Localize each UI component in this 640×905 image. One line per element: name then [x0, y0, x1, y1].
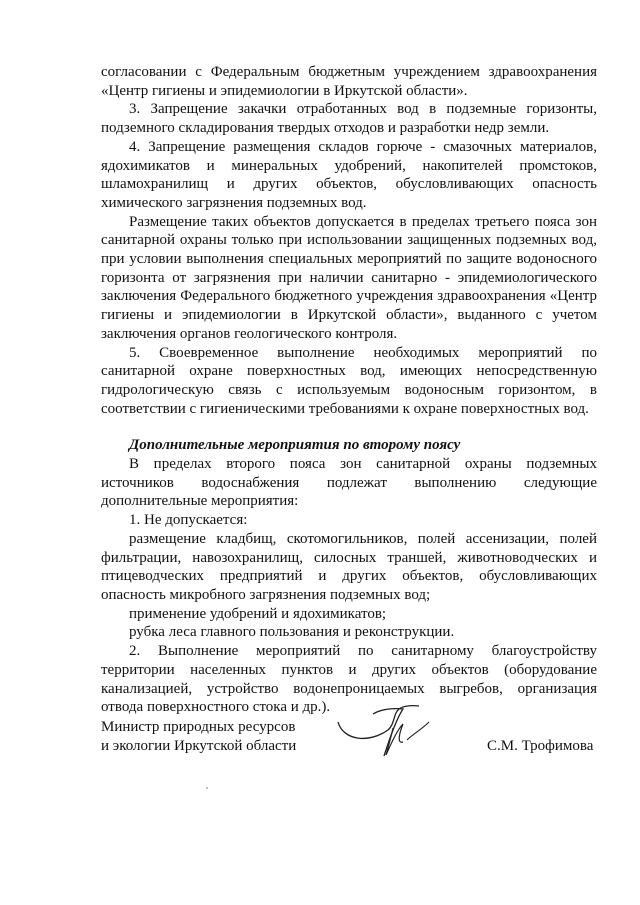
section-intro: В пределах второго пояса зон санитарной охраны подземных источников водоснабжения подлежат выполнению следующие дополнительные мероприятия:: [101, 456, 597, 510]
signer-name: С.М. Трофимова: [487, 738, 594, 754]
paragraph-item-5: 5. Своевременное выполнение необходимых мероприятий по санитарной охране поверхностных вод, имеющих непосредственную гидрологическую связь с используемым водоносным горизонтом, в соответствии с гигиеническими требованиями к охране поверхностных вод.: [101, 344, 597, 417]
section-bullet-1: размещение кладбищ, скотомогильников, полей ассенизации, полей фильтрации, навозохранилищ, силосных траншей, животноводческих и птицеводческих предприятий и других объектов, обусловливающих опасность микробного загрязнения подземных вод;: [101, 530, 597, 603]
paragraph-continuation: согласовании с Федеральным бюджетным учреждением здравоохранения «Центр гигиены и эпидемиологии в Иркутской области».: [101, 64, 597, 99]
section-item-2: 2. Выполнение мероприятий по санитарному благоустройству территории населенных пунктов и других объектов (оборудование канализацией, устройство водонепроницаемых выгребов, организация отвода поверхностного стока и др.).: [101, 643, 597, 716]
section-bullet-3: рубка леса главного пользования и реконструкции.: [129, 624, 455, 641]
paragraph-placement-conditions: Размещение таких объектов допускается в пределах третьего пояса зон санитарной охраны только при использовании защищенных подземных вод, при условии выполнения специальных мероприятий по защите водоносного горизонта от загрязнения при наличии санитарно - эпидемиологического заключения Федерального бюджетного учреждения здравоохранения «Центр гигиены и эпидемиологии в Иркутской области», выданного с учетом заключения органов геологического контроля.: [101, 213, 597, 342]
paragraph-item-4: 4. Запрещение размещения складов горюче - смазочных материалов, ядохимикатов и минеральных удобрений, накопителей промстоков, шламохранилищ и других объектов, обусловливающих опасность химического загрязнения подземных вод.: [101, 138, 597, 211]
section-heading: Дополнительные мероприятия по второму поясу: [129, 437, 461, 454]
section-item-1: 1. Не допускается:: [129, 512, 248, 529]
signer-title-line-1: Министр природных ресурсов: [101, 719, 296, 735]
paragraph-item-3: 3. Запрещение закачки отработанных вод в подземные горизонты, подземного складирования твердых отходов и разработки недр земли.: [101, 101, 597, 137]
section-bullet-2: применение удобрений и ядохимикатов;: [129, 605, 387, 622]
signer-title-line-2: и экологии Иркутской области: [101, 738, 297, 754]
